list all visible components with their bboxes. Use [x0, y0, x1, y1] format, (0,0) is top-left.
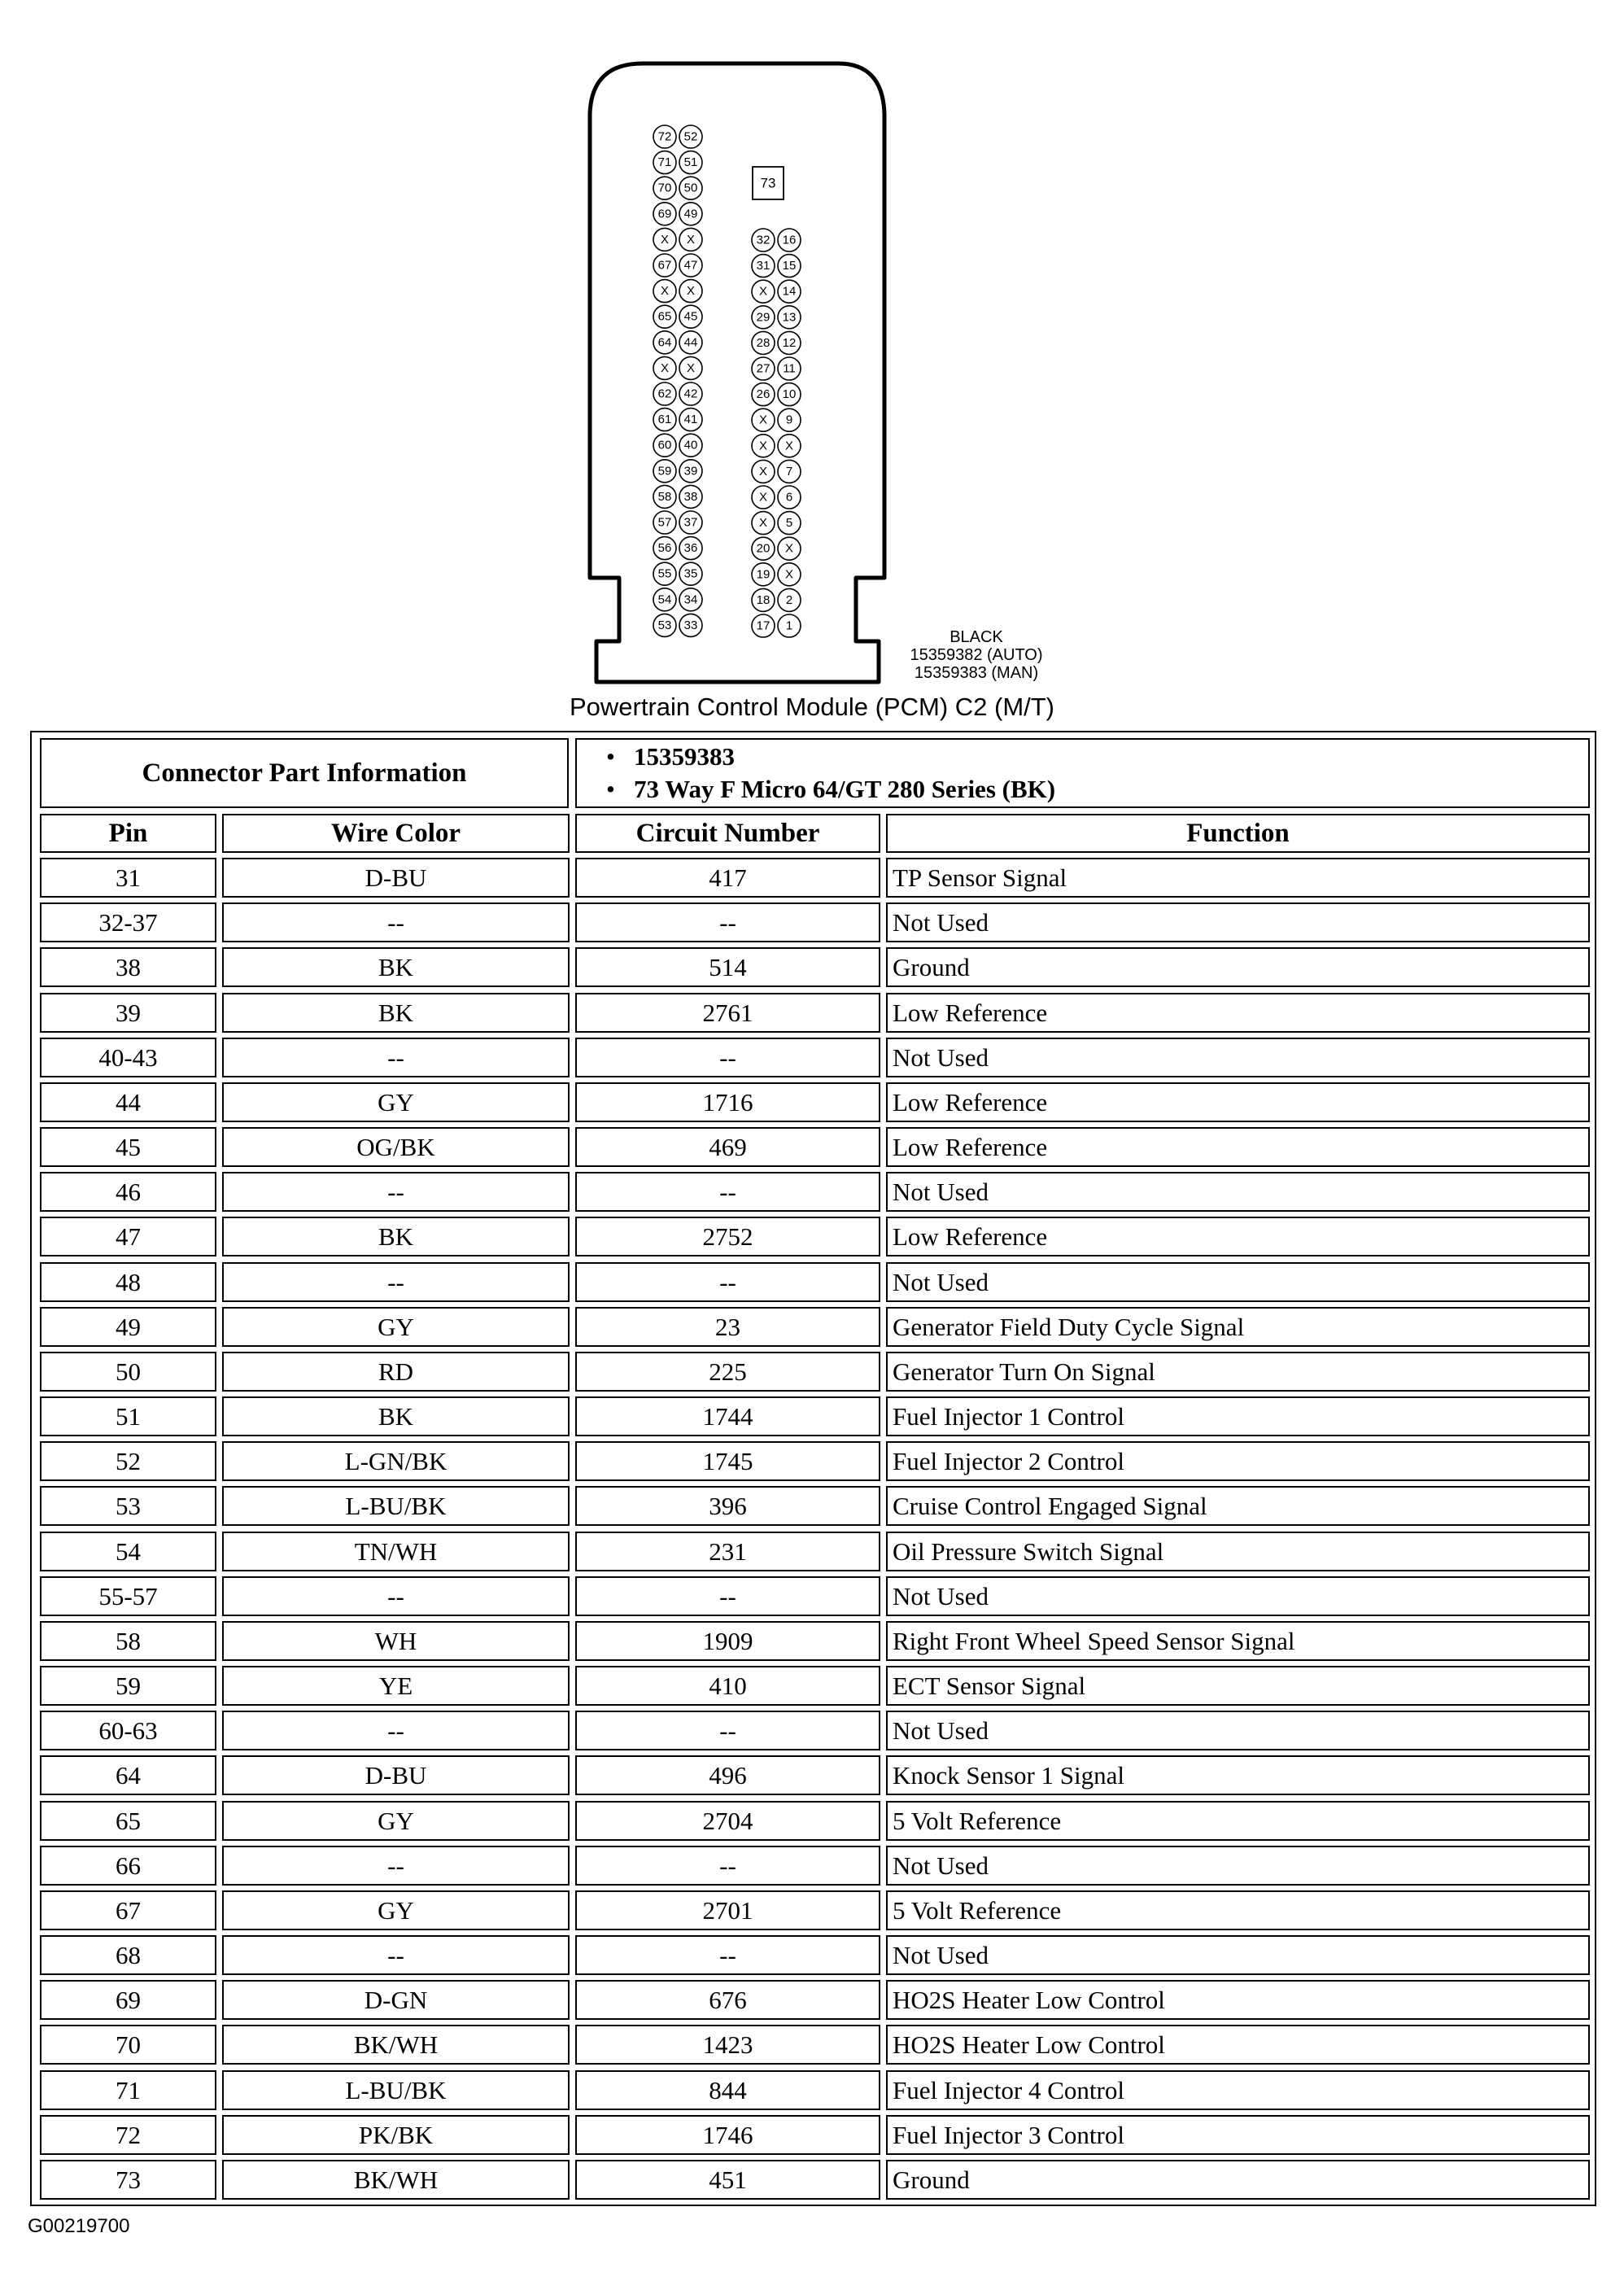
function-cell: 5 Volt Reference: [886, 1801, 1590, 1841]
connector-pin-label: 49: [683, 207, 698, 221]
function-cell: Right Front Wheel Speed Sensor Signal: [886, 1621, 1590, 1661]
connector-pin-label: 29: [756, 310, 771, 325]
connector-pin-label: 35: [683, 566, 698, 581]
wire-color-cell: --: [222, 1711, 570, 1750]
pin-cell: 65: [40, 1801, 216, 1841]
pin-cell: 38: [40, 947, 216, 987]
connector-pin-label: 67: [657, 258, 672, 273]
circuit-number-cell: 1745: [575, 1441, 880, 1481]
connector-pin-label: 42: [683, 387, 698, 401]
connector-pin-label: X: [660, 232, 670, 247]
wire-color-cell: --: [222, 1262, 570, 1302]
part-info-values: [575, 738, 1590, 808]
circuit-number-cell: --: [575, 1576, 880, 1616]
circuit-number-cell: 225: [575, 1352, 880, 1392]
circuit-number-cell: 844: [575, 2070, 880, 2110]
wire-color-cell: BK/WH: [222, 2160, 570, 2200]
connector-pin-label: 72: [657, 129, 672, 144]
connector-pin-label: 28: [756, 335, 771, 350]
pin-cell: 39: [40, 993, 216, 1033]
function-cell: Not Used: [886, 1711, 1590, 1750]
connector-pin-label: 37: [683, 515, 698, 530]
function-cell: TP Sensor Signal: [886, 858, 1590, 898]
connector-pin-label: 34: [683, 592, 698, 607]
connector-pin-label: 33: [683, 618, 698, 632]
circuit-number-cell: 1744: [575, 1396, 880, 1436]
wire-color-cell: D-BU: [222, 858, 570, 898]
pin-cell: 31: [40, 858, 216, 898]
connector-pin-label: 6: [785, 490, 793, 505]
circuit-number-cell: --: [575, 1172, 880, 1212]
function-cell: HO2S Heater Low Control: [886, 2025, 1590, 2065]
circuit-number-cell: 1746: [575, 2115, 880, 2155]
connector-pin-label: X: [784, 541, 794, 556]
pin-cell: 67: [40, 1890, 216, 1930]
function-cell: Ground: [886, 2160, 1590, 2200]
wire-color-cell: L-BU/BK: [222, 2070, 570, 2110]
header-wire-color: Wire Color: [222, 814, 570, 853]
pin-cell: 51: [40, 1396, 216, 1436]
wire-color-cell: WH: [222, 1621, 570, 1661]
function-cell: Low Reference: [886, 993, 1590, 1033]
pin-cell: 69: [40, 1980, 216, 2020]
pin-cell: 66: [40, 1846, 216, 1886]
connector-pin-label: 62: [657, 387, 672, 401]
function-cell: Not Used: [886, 1262, 1590, 1302]
connector-pin-label: 70: [657, 181, 672, 195]
function-cell: Fuel Injector 2 Control: [886, 1441, 1590, 1481]
pin-cell: 54: [40, 1532, 216, 1571]
function-cell: Fuel Injector 3 Control: [886, 2115, 1590, 2155]
connector-pin-label: X: [660, 284, 670, 299]
circuit-number-cell: --: [575, 1262, 880, 1302]
function-cell: Knock Sensor 1 Signal: [886, 1755, 1590, 1795]
connector-diagram: [0, 0, 1624, 716]
wire-color-cell: PK/BK: [222, 2115, 570, 2155]
connector-pin-label: 59: [657, 464, 672, 479]
pin-cell: 48: [40, 1262, 216, 1302]
circuit-number-cell: 231: [575, 1532, 880, 1571]
function-cell: 5 Volt Reference: [886, 1890, 1590, 1930]
header-circuit-number: Circuit Number: [575, 814, 880, 853]
part-info-label: Connector Part Information: [40, 738, 569, 808]
pin-cell: 32-37: [40, 902, 216, 942]
connector-pin-label: 58: [657, 489, 672, 504]
circuit-number-cell: 410: [575, 1666, 880, 1706]
circuit-number-cell: 469: [575, 1127, 880, 1167]
function-cell: Not Used: [886, 1846, 1590, 1886]
circuit-number-cell: 676: [575, 1980, 880, 2020]
circuit-number-cell: 451: [575, 2160, 880, 2200]
connector-pin-label: X: [686, 361, 696, 375]
circuit-number-cell: 2752: [575, 1217, 880, 1256]
function-cell: Fuel Injector 1 Control: [886, 1396, 1590, 1436]
connector-pin-label: 10: [782, 387, 797, 402]
function-cell: ECT Sensor Signal: [886, 1666, 1590, 1706]
function-cell: Low Reference: [886, 1082, 1590, 1122]
part-info-description: • 73 Way F Micro 64/GT 280 Series (BK): [634, 773, 1055, 806]
connector-pin-label: X: [758, 439, 768, 453]
circuit-number-cell: --: [575, 1038, 880, 1077]
wire-color-cell: GY: [222, 1890, 570, 1930]
connector-pin-label: 26: [756, 387, 771, 402]
connector-pin-label: 31: [756, 259, 771, 273]
function-cell: Cruise Control Engaged Signal: [886, 1486, 1590, 1526]
pin-cell: 46: [40, 1172, 216, 1212]
connector-pin-label: 47: [683, 258, 698, 273]
wire-color-cell: BK: [222, 993, 570, 1033]
connector-pin-label: 36: [683, 541, 698, 556]
wire-color-cell: --: [222, 1038, 570, 1077]
wire-color-cell: --: [222, 1576, 570, 1616]
connector-part-manual: 15359383 (MAN): [914, 664, 1039, 682]
connector-pin-label: 53: [657, 618, 672, 632]
pin-cell: 64: [40, 1755, 216, 1795]
wire-color-cell: GY: [222, 1307, 570, 1347]
connector-pin-label: 27: [756, 361, 771, 376]
connector-pin-label: X: [758, 464, 768, 479]
wire-color-cell: YE: [222, 1666, 570, 1706]
connector-pin-label: 52: [683, 129, 698, 144]
wire-color-cell: L-GN/BK: [222, 1441, 570, 1481]
function-cell: Low Reference: [886, 1127, 1590, 1167]
function-cell: Not Used: [886, 1038, 1590, 1077]
circuit-number-cell: 1716: [575, 1082, 880, 1122]
function-cell: Oil Pressure Switch Signal: [886, 1532, 1590, 1571]
connector-pin-label: 69: [657, 207, 672, 221]
wire-color-cell: --: [222, 1935, 570, 1975]
connector-pin-label: 61: [657, 413, 672, 427]
pin-grid: [653, 125, 801, 637]
connector-pin-label: 45: [683, 309, 698, 324]
pin-cell: 58: [40, 1621, 216, 1661]
connector-pin-label: 57: [657, 515, 672, 530]
function-cell: Generator Field Duty Cycle Signal: [886, 1307, 1590, 1347]
circuit-number-cell: 23: [575, 1307, 880, 1347]
connector-pin-label: X: [660, 361, 670, 375]
connector-pin-label: 15: [782, 259, 797, 273]
connector-pin-label: X: [784, 439, 794, 453]
pin-cell: 45: [40, 1127, 216, 1167]
diagram-caption: Powertrain Control Module (PCM) C2 (M/T): [569, 693, 1055, 721]
part-info-number: • 15359383: [634, 741, 735, 773]
circuit-number-cell: --: [575, 902, 880, 942]
connector-pin-label: 39: [683, 464, 698, 479]
circuit-number-cell: 417: [575, 858, 880, 898]
connector-pin-label: 12: [782, 335, 797, 350]
pin-cell: 49: [40, 1307, 216, 1347]
connector-pin-label: 2: [785, 592, 793, 607]
pin-cell: 59: [40, 1666, 216, 1706]
pin-cell: 73: [40, 2160, 216, 2200]
connector-pin-label: 1: [785, 618, 793, 633]
connector-pin-label: X: [686, 232, 696, 247]
connector-pin-label: X: [758, 413, 768, 427]
pin-cell: 44: [40, 1082, 216, 1122]
wire-color-cell: L-BU/BK: [222, 1486, 570, 1526]
connector-color-label: BLACK: [950, 628, 1003, 646]
circuit-number-cell: 1909: [575, 1621, 880, 1661]
connector-pin-label: 16: [782, 233, 797, 247]
connector-pin-label: 20: [756, 541, 771, 556]
connector-pin-label: 32: [756, 233, 771, 247]
function-cell: Not Used: [886, 1576, 1590, 1616]
function-cell: Ground: [886, 947, 1590, 987]
connector-pin-label: 60: [657, 438, 672, 452]
connector-pin-label: 50: [683, 181, 698, 195]
figure-id: G00219700: [28, 2215, 130, 2237]
function-cell: Low Reference: [886, 1217, 1590, 1256]
wire-color-cell: TN/WH: [222, 1532, 570, 1571]
wire-color-cell: RD: [222, 1352, 570, 1392]
connector-pin-label: 51: [683, 155, 698, 170]
header-pin: Pin: [40, 814, 216, 853]
wire-color-cell: BK/WH: [222, 2025, 570, 2065]
connector-pin-label: 41: [683, 413, 698, 427]
wire-color-cell: OG/BK: [222, 1127, 570, 1167]
pin-cell: 60-63: [40, 1711, 216, 1750]
pin-cell: 55-57: [40, 1576, 216, 1616]
pin-cell: 40-43: [40, 1038, 216, 1077]
pin-cell: 52: [40, 1441, 216, 1481]
connector-pin-label: 9: [785, 413, 793, 427]
connector-pin-label: 14: [782, 284, 797, 299]
connector-pin-label: 65: [657, 309, 672, 324]
function-cell: Fuel Injector 4 Control: [886, 2070, 1590, 2110]
circuit-number-cell: --: [575, 1711, 880, 1750]
circuit-number-cell: --: [575, 1846, 880, 1886]
wire-color-cell: --: [222, 1172, 570, 1212]
connector-pin-label: 13: [782, 310, 797, 325]
circuit-number-cell: --: [575, 1935, 880, 1975]
connector-pin-label: 5: [785, 516, 793, 531]
wire-color-cell: BK: [222, 1396, 570, 1436]
wire-color-cell: BK: [222, 947, 570, 987]
function-cell: HO2S Heater Low Control: [886, 1980, 1590, 2020]
connector-pin-label: X: [758, 490, 768, 505]
wire-color-cell: D-GN: [222, 1980, 570, 2020]
connector-pin-label: X: [758, 284, 768, 299]
wire-color-cell: --: [222, 1846, 570, 1886]
wire-color-cell: BK: [222, 1217, 570, 1256]
circuit-number-cell: 1423: [575, 2025, 880, 2065]
connector-pin-label: 11: [783, 361, 796, 376]
circuit-number-cell: 396: [575, 1486, 880, 1526]
header-function: Function: [886, 814, 1590, 853]
circuit-number-cell: 2761: [575, 993, 880, 1033]
connector-pin-label: 38: [683, 489, 698, 504]
connector-pin-label: 7: [785, 464, 793, 479]
connector-part-auto: 15359382 (AUTO): [910, 646, 1043, 664]
connector-pin-label: 19: [756, 567, 771, 582]
connector-pin-label: X: [686, 284, 696, 299]
connector-pin-label: 18: [756, 592, 771, 607]
pin-cell: 71: [40, 2070, 216, 2110]
circuit-number-cell: 496: [575, 1755, 880, 1795]
connector-pin-label: 56: [657, 541, 672, 556]
circuit-number-cell: 2701: [575, 1890, 880, 1930]
wire-color-cell: D-BU: [222, 1755, 570, 1795]
pin-cell: 53: [40, 1486, 216, 1526]
wire-color-cell: --: [222, 902, 570, 942]
connector-pin-label: 64: [657, 335, 672, 350]
circuit-number-cell: 514: [575, 947, 880, 987]
connector-pin-label: 17: [756, 618, 771, 633]
connector-pin-label: 54: [657, 592, 672, 607]
function-cell: Not Used: [886, 902, 1590, 942]
connector-pin-label: X: [758, 516, 768, 531]
function-cell: Not Used: [886, 1935, 1590, 1975]
function-cell: Not Used: [886, 1172, 1590, 1212]
connector-pin-label: 71: [657, 155, 672, 170]
pin-cell: 47: [40, 1217, 216, 1256]
connector-outline: [590, 63, 884, 682]
connector-pin-label: 44: [683, 335, 698, 350]
pin-cell: 70: [40, 2025, 216, 2065]
wire-color-cell: GY: [222, 1801, 570, 1841]
pin-cell: 72: [40, 2115, 216, 2155]
connector-pin-label: X: [784, 567, 794, 582]
pinout-table: [30, 731, 1596, 2206]
circuit-number-cell: 2704: [575, 1801, 880, 1841]
function-cell: Generator Turn On Signal: [886, 1352, 1590, 1392]
pin-cell: 50: [40, 1352, 216, 1392]
wire-color-cell: GY: [222, 1082, 570, 1122]
connector-pin-label: 55: [657, 566, 672, 581]
pin-cell: 68: [40, 1935, 216, 1975]
connector-pin-label: 40: [683, 438, 698, 452]
key-pin-label: 73: [760, 175, 776, 191]
